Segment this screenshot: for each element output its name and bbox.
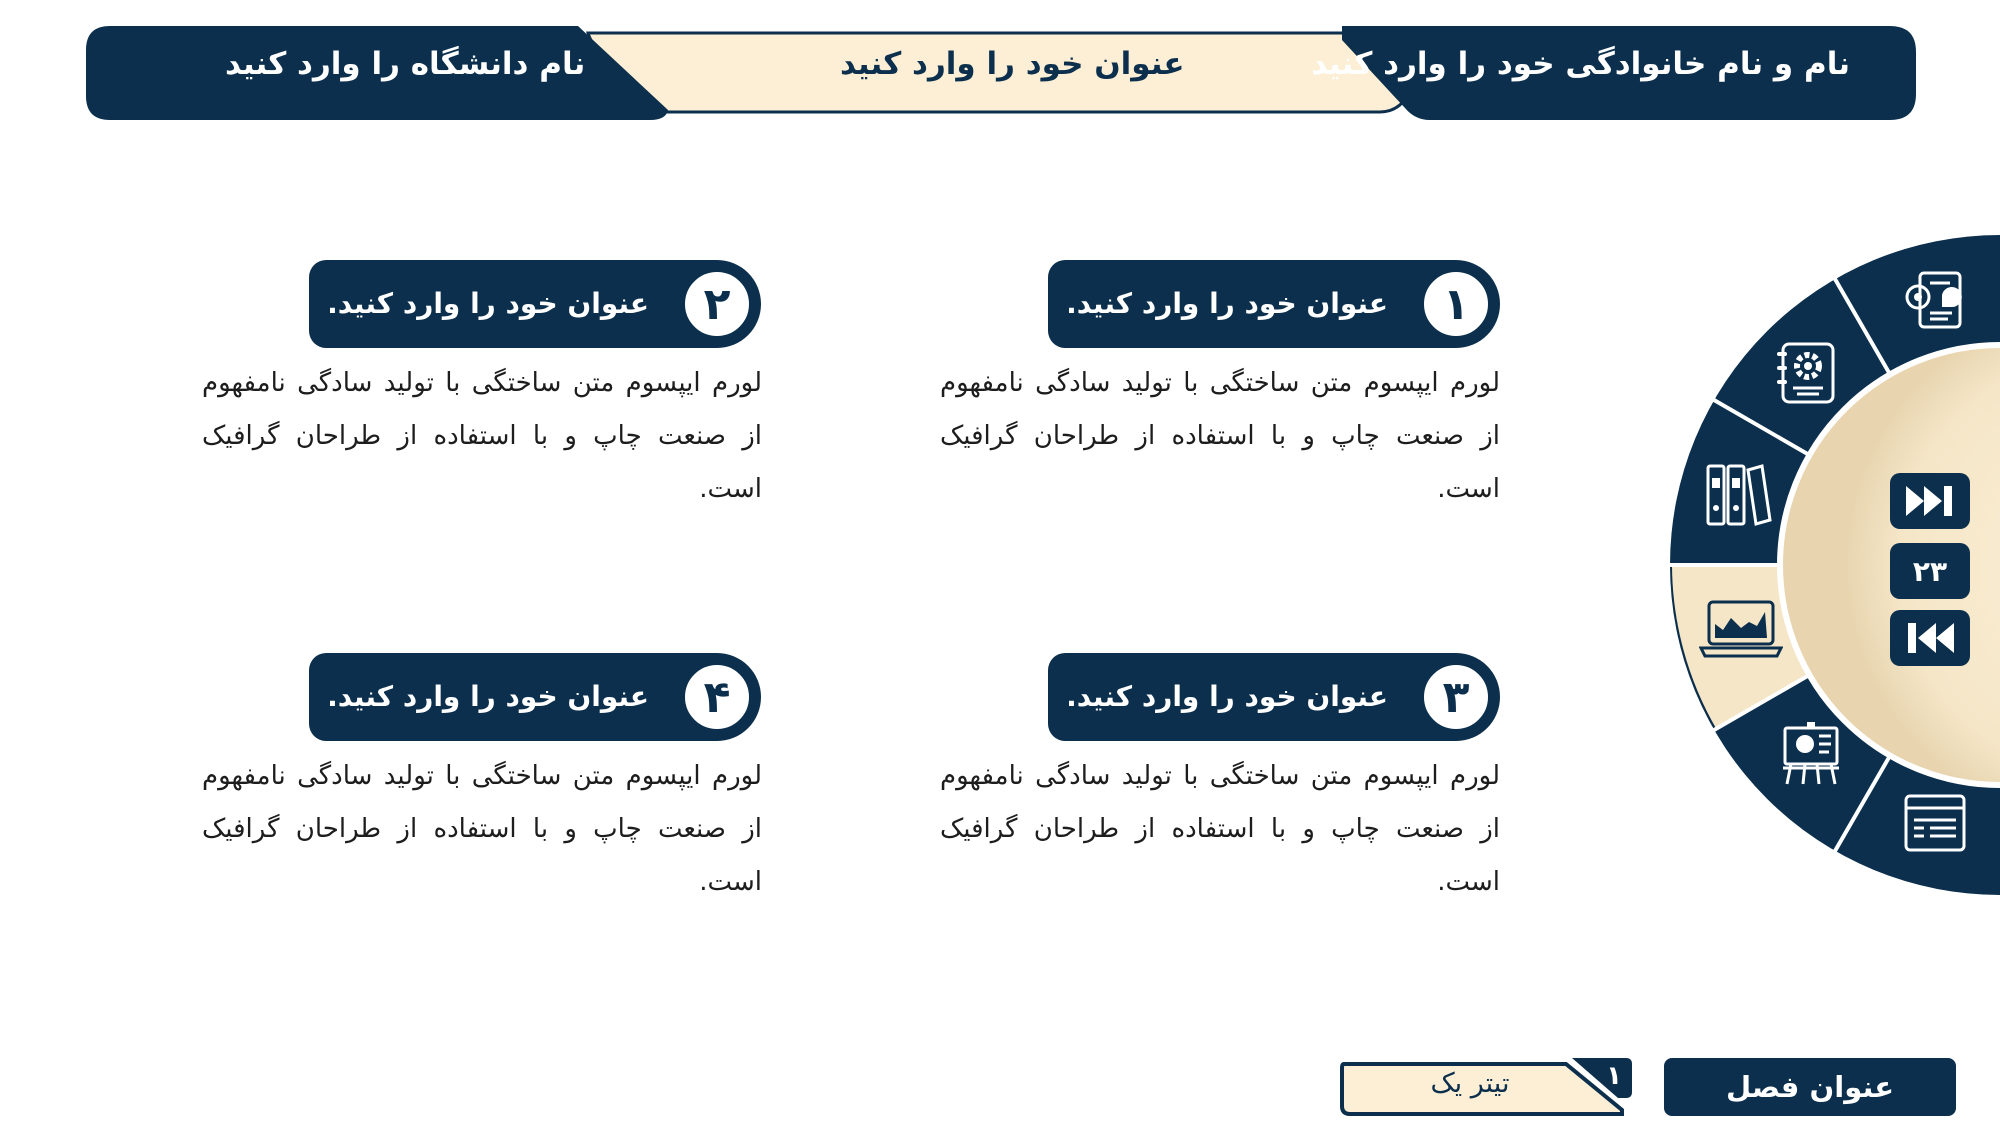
gear-notebook-icon[interactable] [1773, 338, 1843, 408]
presentation-board-icon[interactable] [1779, 720, 1843, 786]
card-1-body: لورم ایپسوم متن ساختگی با تولید سادگی نامفهوم از صنعت چاپ و با استفاده از طراحان گرافیک است. [940, 368, 1500, 504]
card-3-header [1048, 653, 1500, 741]
page-number: ۲۳ [1912, 554, 1948, 588]
card-3-title[interactable]: عنوان خود را وارد کنید. [1066, 680, 1388, 713]
skip-forward-icon [1902, 482, 1958, 520]
page-number-badge [1890, 543, 1970, 599]
card-4-number: ۴ [681, 661, 753, 733]
card-3-body: لورم ایپسوم متن ساختگی با تولید سادگی نامفهوم از صنعت چاپ و با استفاده از طراحان گرافیک است. [940, 761, 1500, 897]
card-2-number: ۲ [681, 268, 753, 340]
card-3-number: ۳ [1420, 661, 1492, 733]
previous-button[interactable] [1890, 610, 1970, 666]
page-title[interactable]: عنوان خود را وارد کنید [840, 46, 1185, 82]
card-1-header [1048, 260, 1500, 348]
author-name-field[interactable]: نام و نام خانوادگی خود را وارد کنید [1311, 46, 1850, 82]
binders-icon[interactable] [1702, 458, 1774, 530]
card-4-header [309, 653, 761, 741]
next-button[interactable] [1890, 473, 1970, 529]
subtitle-number: ۱ [1606, 1061, 1622, 1091]
card-1-title[interactable]: عنوان خود را وارد کنید. [1066, 287, 1388, 320]
card-4-title[interactable]: عنوان خود را وارد کنید. [327, 680, 649, 713]
university-name-field[interactable]: نام دانشگاه را وارد کنید [225, 46, 586, 82]
card-4-body: لورم ایپسوم متن ساختگی با تولید سادگی نامفهوم از صنعت چاپ و با استفاده از طراحان گرافیک است. [202, 761, 762, 897]
card-2-title[interactable]: عنوان خود را وارد کنید. [327, 287, 649, 320]
card-1-number: ۱ [1420, 268, 1492, 340]
card-2-header [309, 260, 761, 348]
subtitle-label[interactable]: تیتر یک [1430, 1068, 1510, 1099]
skip-back-icon [1902, 619, 1958, 657]
document-list-icon[interactable] [1900, 790, 1970, 856]
laptop-chart-icon[interactable] [1699, 596, 1783, 662]
settings-chart-icon[interactable] [1898, 267, 1966, 335]
card-2-body: لورم ایپسوم متن ساختگی با تولید سادگی نامفهوم از صنعت چاپ و با استفاده از طراحان گرافیک است. [202, 368, 762, 504]
chapter-title-button[interactable]: عنوان فصل [1664, 1058, 1956, 1116]
